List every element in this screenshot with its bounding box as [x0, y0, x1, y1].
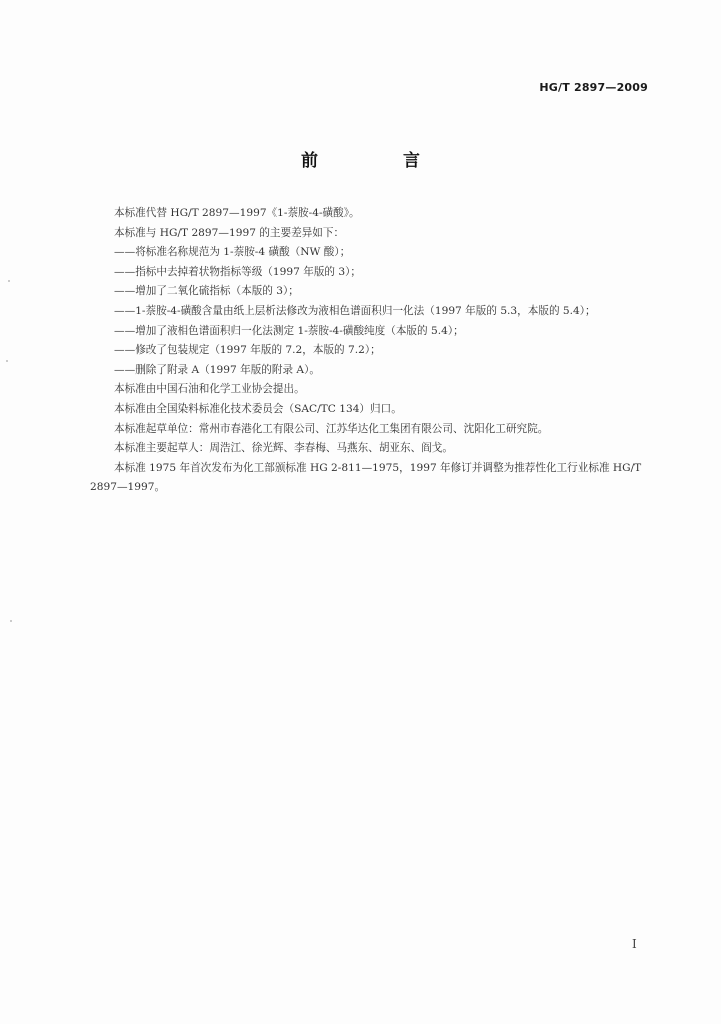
difference-item: ——1-萘胺-4-磺酸含量由纸上层析法修改为液相色谱面积归一化法（1997 年版的 5.3，本版的 5.4）； [114, 304, 596, 317]
difference-item: ——指标中去掉着状物指标等级（1997 年版的 3）； [114, 265, 362, 278]
page-number: I [632, 937, 637, 951]
page-title: 前 言 [301, 151, 454, 171]
scan-speck [10, 620, 12, 622]
scan-speck [8, 280, 10, 282]
paragraph-replaces: 本标准代替 HG/T 2897—1997《1-萘胺-4-磺酸》。 [114, 207, 360, 219]
paragraph-differences-intro: 本标准与 HG/T 2897—1997 的主要差异如下： [114, 226, 345, 239]
scan-speck [6, 360, 8, 362]
paragraph-history: 本标准 1975 年首次发布为化工部颁标准 HG 2-811—1975，1997 年修订并调整为推荐性化工行业标准 HG/T 2897—1997。 [90, 461, 642, 494]
paragraph-centralized-by: 本标准由全国染料标准化技术委员会（SAC/TC 134）归口。 [114, 402, 402, 415]
difference-item: ——增加了液相色谱面积归一化法测定 1-萘胺-4-磺酸纯度（本版的 5.4）； [114, 324, 464, 337]
difference-item: ——修改了包装规定（1997 年版的 7.2，本版的 7.2）； [114, 344, 381, 357]
paragraph-drafting-units: 本标准起草单位：常州市春港化工有限公司、江苏华达化工集团有限公司、沈阳化工研究院。 [114, 422, 549, 435]
foreword-body [90, 204, 650, 498]
paragraph-proposed-by: 本标准由中国石油和化学工业协会提出。 [114, 383, 305, 396]
difference-item: ——删除了附录 A（1997 年版的附录 A）。 [114, 363, 320, 376]
difference-item: ——增加了二氧化硫指标（本版的 3）； [114, 285, 299, 298]
standard-code: HG/T 2897—2009 [539, 81, 648, 94]
paragraph-drafters: 本标准主要起草人：周浩江、徐光辉、李春梅、马燕东、胡亚东、阎戈。 [114, 442, 453, 455]
difference-item: ——将标准名称规范为 1-萘胺-4 磺酸（NW 酸）； [114, 246, 351, 259]
